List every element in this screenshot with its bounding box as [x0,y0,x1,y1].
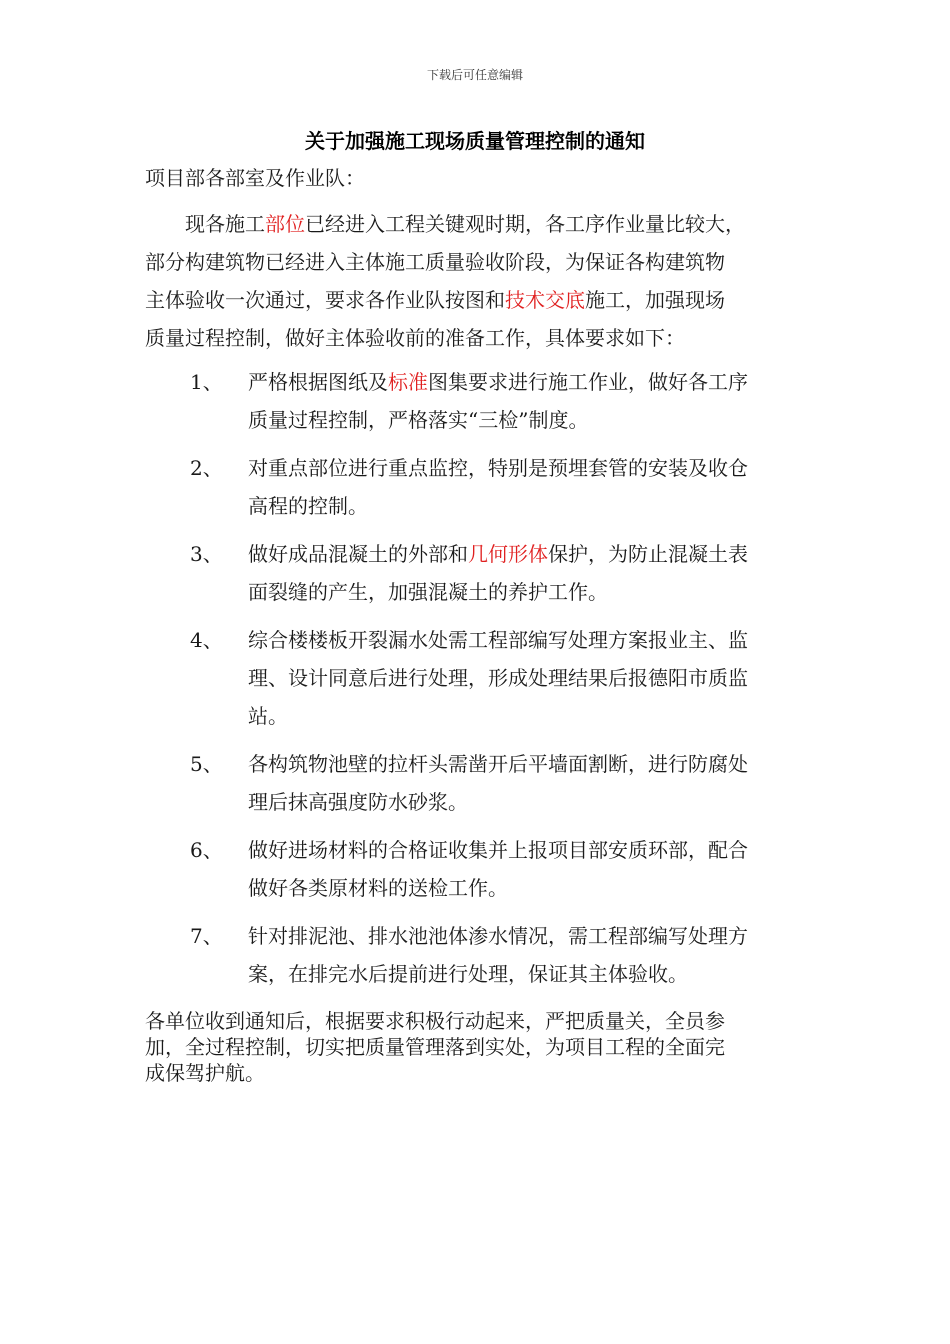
list-item-number: 4、 [190,628,223,652]
highlight-term: 标准 [388,370,428,394]
page-header: 下载后可任意编辑 [426,68,523,82]
list-item-text: 综合楼楼板开裂漏水处需工程部编写处理方案报业主、监 理、设计同意后进行处理，形成处理结果后报德阳市质监 站。 [248,628,748,728]
intro-line-3: 主体验收一次通过，要求各作业队按图和技术交底施工，加强现场 [145,288,725,312]
list-item-text: 做好成品混凝土的外部和几何形体保护，为防止混凝土表 面裂缝的产生，加强混凝土的养护工作。 [248,542,748,604]
list-item-text: 针对排泥池、排水池池体渗水情况，需工程部编写处理方 案，在排完水后提前进行处理，保证其主体验收。 [248,924,748,986]
list-item-number: 7、 [190,924,223,948]
list-item-number: 2、 [190,456,223,480]
list-item-text: 对重点部位进行重点监控，特别是预埋套管的安装及收仓 高程的控制。 [248,456,748,518]
list-item-number: 6、 [190,838,223,862]
highlight-term: 部位 [265,212,305,236]
highlight-term: 技术交底 [505,288,585,312]
highlight-term: 几何形体 [468,542,548,566]
closing-paragraph: 各单位收到通知后，根据要求积极行动起来，严把质量关，全员参 加，全过程控制，切实把质量管理落到实处，为项目工程的全面完 成保驾护航。 [145,1009,725,1085]
list-item-number: 1、 [190,370,223,394]
list-item-text: 各构筑物池壁的拉杆头需凿开后平墙面割断，进行防腐处 理后抹高强度防水砂浆。 [248,752,748,814]
intro-line-2: 部分构建筑物已经进入主体施工质量验收阶段，为保证各构建筑物 [145,250,725,274]
document-title: 关于加强施工现场质量管理控制的通知 [305,129,645,153]
intro-paragraph [145,205,815,357]
intro-line-4: 质量过程控制，做好主体验收前的准备工作，具体要求如下： [145,326,685,350]
salutation: 项目部各部室及作业队： [145,166,365,190]
list-item-number: 3、 [190,542,223,566]
list-item-text: 严格根据图纸及标准图集要求进行施工作业，做好各工序 质量过程控制，严格落实“三检”制度。 [248,370,748,432]
intro-line-1: 现各施工部位已经进入工程关键观时期，各工序作业量比较大， [185,212,745,236]
list-item-text: 做好进场材料的合格证收集并上报项目部安质环部，配合 做好各类原材料的送检工作。 [248,838,748,900]
list-item-number: 5、 [190,752,223,776]
